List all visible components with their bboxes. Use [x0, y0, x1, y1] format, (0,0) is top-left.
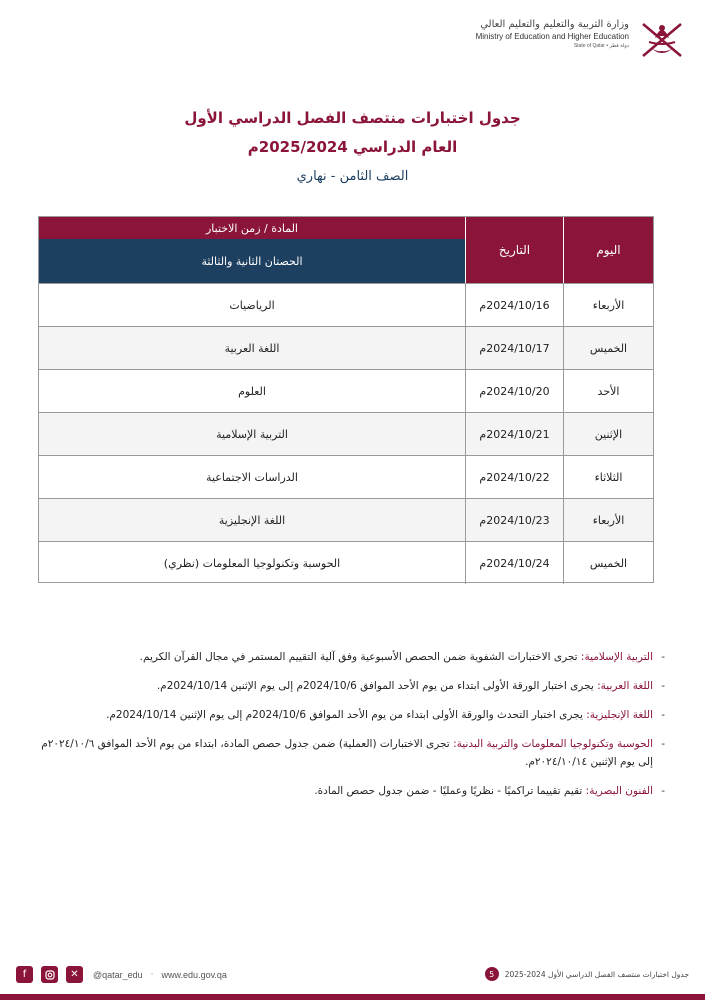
grade-label: الصف الثامن - نهاري — [296, 169, 409, 184]
note-text: تجرى الاختبارات الشفوية ضمن الحصص الأسبوعية وفق آلية التقييم المستمر في مجال القرآن الكريم. — [139, 651, 581, 663]
page-title: جدول اختبارات منتصف الفصل الدراسي الأول — [184, 109, 521, 127]
instagram-icon[interactable] — [41, 966, 58, 983]
note-item — [35, 782, 665, 800]
cell-date: 2024/10/17م — [465, 327, 563, 369]
ministry-brand — [387, 14, 687, 64]
facebook-icon[interactable]: f — [16, 966, 33, 983]
cell-subject: اللغة الإنجليزية — [218, 513, 286, 527]
x-icon[interactable]: ✕ — [66, 966, 83, 983]
cell-subject: اللغة العربية — [224, 341, 280, 355]
notes-list — [35, 648, 665, 811]
cell-subject: الرياضيات — [229, 298, 275, 312]
cell-date: 2024/10/23م — [465, 499, 563, 541]
cell-date: 2024/10/16م — [465, 284, 563, 326]
note-item — [35, 706, 665, 724]
cell-day: الثلاثاء — [563, 456, 653, 498]
social-links — [16, 966, 227, 983]
cell-subject: التربية الإسلامية — [216, 427, 288, 441]
table-row — [39, 326, 653, 369]
table-row — [39, 455, 653, 498]
footer-separator: · — [150, 969, 154, 980]
document-titles — [0, 104, 705, 190]
cell-subject: العلوم — [238, 384, 266, 398]
table-row — [39, 412, 653, 455]
table-row — [39, 283, 653, 326]
note-label: التربية الإسلامية: — [580, 651, 653, 663]
cell-day: الخميس — [563, 327, 653, 369]
note-label: الفنون البصرية: — [585, 785, 653, 797]
header-subject: المادة / زمن الاختبار — [39, 217, 465, 239]
footer-doc-title: جدول اختبارات منتصف الفصل الدراسي الأول 2024-2025 — [504, 969, 689, 979]
header-periods: الحصتان الثانية والثالثة — [39, 239, 465, 283]
page-footer — [0, 962, 705, 992]
exam-schedule-table — [38, 216, 654, 583]
cell-subject: الدراسات الاجتماعية — [206, 470, 298, 484]
note-item — [35, 677, 665, 695]
cell-date: 2024/10/20م — [465, 370, 563, 412]
cell-date: 2024/10/24م — [465, 542, 563, 584]
cell-day: الإثنين — [563, 413, 653, 455]
note-label: اللغة الإنجليزية: — [586, 709, 653, 721]
note-text: تجرى الاختبارات (العملية) ضمن جدول حصص المادة، ابتداء من يوم الأحد الموافق ٢٠٢٤/١٠/٦م إلى يوم الإثنين ٢٠٢٤/١٠/١٤م. — [41, 738, 653, 768]
ministry-name-ar: وزارة التربية والتعليم والتعليم العالي — [480, 19, 629, 30]
note-text: يجرى اختبار الورقة الأولى ابتداء من يوم الأحد الموافق 2024/10/6م إلى يوم الإثنين 2024/10/14م. — [156, 680, 598, 692]
page-info — [485, 967, 689, 981]
cell-day: الأربعاء — [563, 499, 653, 541]
note-label: الحوسبة وتكنولوجيا المعلومات والتربية البدنية: — [453, 738, 653, 750]
cell-subject: الحوسبة وتكنولوجيا المعلومات (نظري) — [163, 556, 341, 570]
footer-bar — [0, 994, 705, 1000]
qatar-emblem-icon — [637, 14, 687, 64]
ministry-name-en: Ministry of Education and Higher Education — [475, 32, 629, 41]
cell-day: الأحد — [563, 370, 653, 412]
table-header — [39, 217, 653, 283]
header-day: اليوم — [563, 217, 653, 283]
note-item — [35, 648, 665, 666]
cell-day: الأربعاء — [563, 284, 653, 326]
academic-year: العام الدراسي 2025/2024م — [247, 138, 458, 156]
cell-date: 2024/10/21م — [465, 413, 563, 455]
website-link[interactable]: www.edu.gov.qa — [161, 969, 227, 980]
state-label: State of Qatar • دولة قطر — [573, 43, 629, 49]
table-row — [39, 498, 653, 541]
header-date: التاريخ — [465, 217, 563, 283]
table-row — [39, 541, 653, 584]
table-row — [39, 369, 653, 412]
page-number: 5 — [485, 967, 499, 981]
note-text: يجرى اختبار التحدث والورقة الأولى ابتداء من يوم الأحد الموافق 2024/10/6م إلى يوم الإثنين 2024/10/14م. — [106, 709, 587, 721]
note-text: تقيم تقييما تراكميًا - نظريًا وعمليًا - ضمن جدول حصص المادة. — [314, 785, 586, 797]
social-handle[interactable]: @qatar_edu — [93, 969, 143, 980]
note-item — [35, 735, 665, 771]
note-label: اللغة العربية: — [597, 680, 653, 692]
cell-date: 2024/10/22م — [465, 456, 563, 498]
cell-day: الخميس — [563, 542, 653, 584]
